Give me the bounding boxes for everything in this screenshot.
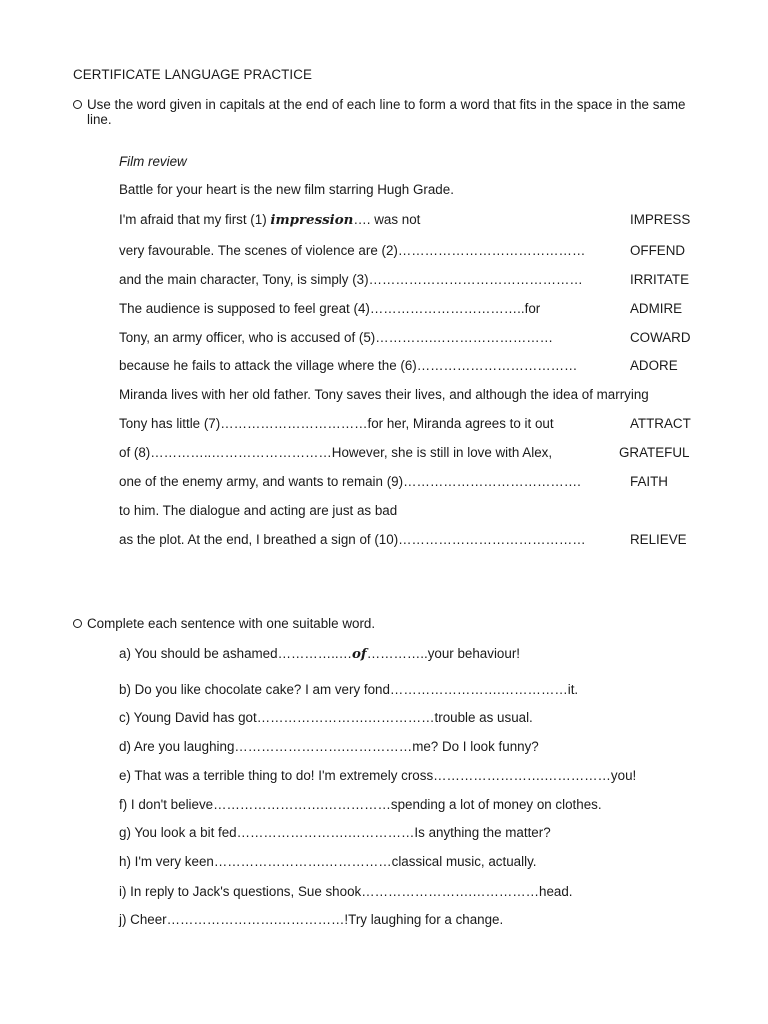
page-title: CERTIFICATE LANGUAGE PRACTICE bbox=[73, 67, 313, 82]
review-line-11: to him. The dialogue and acting are just as bad bbox=[119, 503, 398, 518]
review-line-4: The audience is supposed to feel great (4)……………………………..for bbox=[119, 301, 541, 316]
review-line-7: Miranda lives with her old father. Tony saves their lives, and although the idea of marrying bbox=[119, 387, 649, 402]
bullet-circle-icon bbox=[73, 619, 82, 628]
capital-word-4: ADMIRE bbox=[630, 301, 683, 316]
answer-a-handwriting: of bbox=[351, 646, 367, 662]
sentence-j: j) Cheer…………………….……………!Try laughing for a change. bbox=[119, 912, 504, 927]
sentence-b: b) Do you like chocolate cake? I am very fond…………………….……………it. bbox=[119, 682, 579, 697]
review-line-6: because he fails to attack the village where the (6)……………………………… bbox=[119, 358, 578, 373]
sentence-h: h) I'm very keen…………………….……………classical music, actually. bbox=[119, 854, 537, 869]
capital-word-1: IMPRESS bbox=[630, 212, 691, 227]
instruction-1-text: Use the word given in capitals at the end of each line to form a word that fits in the space in the same line. bbox=[87, 97, 686, 127]
capital-word-3: IRRITATE bbox=[630, 272, 690, 287]
sentence-g: g) You look a bit fed…………………….……………Is anything the matter? bbox=[119, 825, 551, 840]
answer-1-handwriting: impression bbox=[270, 212, 354, 228]
review-line-8: Tony has little (7)……………………………for her, Miranda agrees to it out bbox=[119, 416, 554, 431]
capital-word-2: OFFEND bbox=[630, 243, 686, 258]
review-line-9: of (8)…………..………………………However, she is still in love with Alex, bbox=[119, 445, 553, 460]
review-subtitle: Film review bbox=[119, 154, 187, 169]
instruction-2-text: Complete each sentence with one suitable word. bbox=[87, 616, 376, 631]
sentence-f: f) I don't believe…………………….……………spending a lot of money on clothes. bbox=[119, 797, 602, 812]
capital-word-7: ATTRACT bbox=[630, 416, 691, 431]
instruction-2 bbox=[73, 616, 703, 631]
capital-word-8: GRATEFUL bbox=[619, 445, 690, 460]
capital-word-9: FAITH bbox=[630, 474, 668, 489]
sentence-c: c) Young David has got…………………….……………trouble as usual. bbox=[119, 710, 533, 725]
review-line-1-post: …. was not bbox=[353, 212, 421, 227]
capital-word-5: COWARD bbox=[630, 330, 691, 345]
capital-word-10: RELIEVE bbox=[630, 532, 687, 547]
review-line-2: very favourable. The scenes of violence are (2)…………………………………… bbox=[119, 243, 586, 258]
sentence-a-pre: a) You should be ashamed…………..… bbox=[119, 646, 352, 661]
review-line-12: as the plot. At the end, I breathed a sign of (10)…………………………………… bbox=[119, 532, 586, 547]
review-line-5: Tony, an army officer, who is accused of (5)………….……………………… bbox=[119, 330, 554, 345]
bullet-circle-icon bbox=[73, 100, 82, 109]
instruction-1 bbox=[73, 97, 703, 127]
sentence-d: d) Are you laughing…………………….……………me? Do I look funny? bbox=[119, 739, 539, 754]
review-line-1 bbox=[119, 212, 420, 228]
sentence-a-post: …………..your behaviour! bbox=[366, 646, 520, 661]
sentence-a bbox=[119, 646, 520, 662]
review-intro: Battle for your heart is the new film starring Hugh Grade. bbox=[119, 182, 454, 197]
review-line-10: one of the enemy army, and wants to remain (9)…………………………………. bbox=[119, 474, 581, 489]
capital-word-6: ADORE bbox=[630, 358, 678, 373]
sentence-i: i) In reply to Jack's questions, Sue shook…………………….……………head. bbox=[119, 884, 573, 899]
sentence-e: e) That was a terrible thing to do! I'm extremely cross…………………….……………you! bbox=[119, 768, 637, 783]
review-line-3: and the main character, Tony, is simply (3)………………………………………… bbox=[119, 272, 583, 287]
review-line-1-pre: I'm afraid that my first (1) bbox=[119, 212, 271, 227]
